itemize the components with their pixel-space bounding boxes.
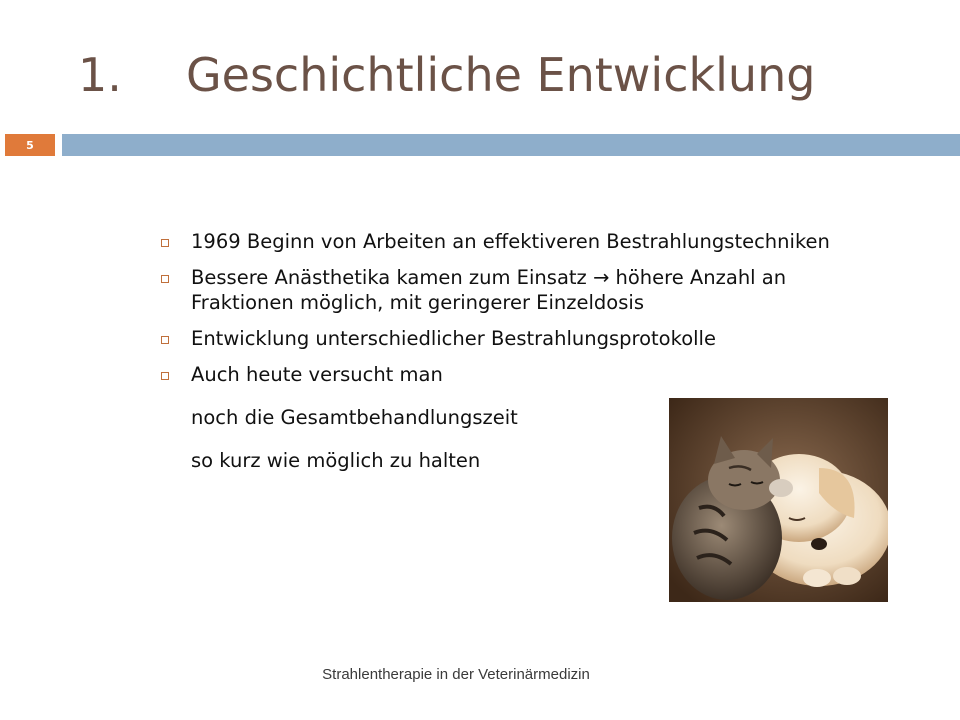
slide-number: 5 bbox=[26, 138, 34, 152]
cat-and-puppy-photo bbox=[669, 398, 888, 602]
photo-illustration bbox=[669, 398, 888, 602]
slide-number-badge bbox=[5, 134, 55, 156]
square-bullet-icon bbox=[161, 372, 169, 380]
bullet-item bbox=[160, 363, 880, 388]
bullet-item bbox=[160, 327, 880, 352]
bullet-item bbox=[160, 266, 880, 316]
continuation-text: so kurz wie möglich zu halten bbox=[191, 448, 481, 472]
square-bullet-icon bbox=[161, 239, 169, 247]
bullet-text: Bessere Anästhetika kamen zum Einsatz → höhere Anzahl an Fraktionen möglich, mit geringerer Einzeldosis bbox=[191, 265, 787, 314]
title-number: 1. bbox=[78, 48, 122, 102]
continuation-text: noch die Gesamtbehandlungszeit bbox=[191, 405, 518, 429]
footer-text: Strahlentherapie in der Veterinärmedizin bbox=[322, 666, 590, 683]
bullet-text: 1969 Beginn von Arbeiten an effektiveren Bestrahlungstechniken bbox=[191, 230, 830, 253]
slide-title bbox=[78, 48, 815, 102]
bullet-text: Entwicklung unterschiedlicher Bestrahlungsprotokolle bbox=[191, 326, 716, 350]
bullet-text: Auch heute versucht man bbox=[191, 362, 443, 386]
title-text: Geschichtliche Entwicklung bbox=[186, 48, 816, 102]
bullet-item bbox=[160, 230, 880, 255]
square-bullet-icon bbox=[161, 275, 169, 283]
square-bullet-icon bbox=[161, 336, 169, 344]
header-bar bbox=[62, 134, 960, 156]
